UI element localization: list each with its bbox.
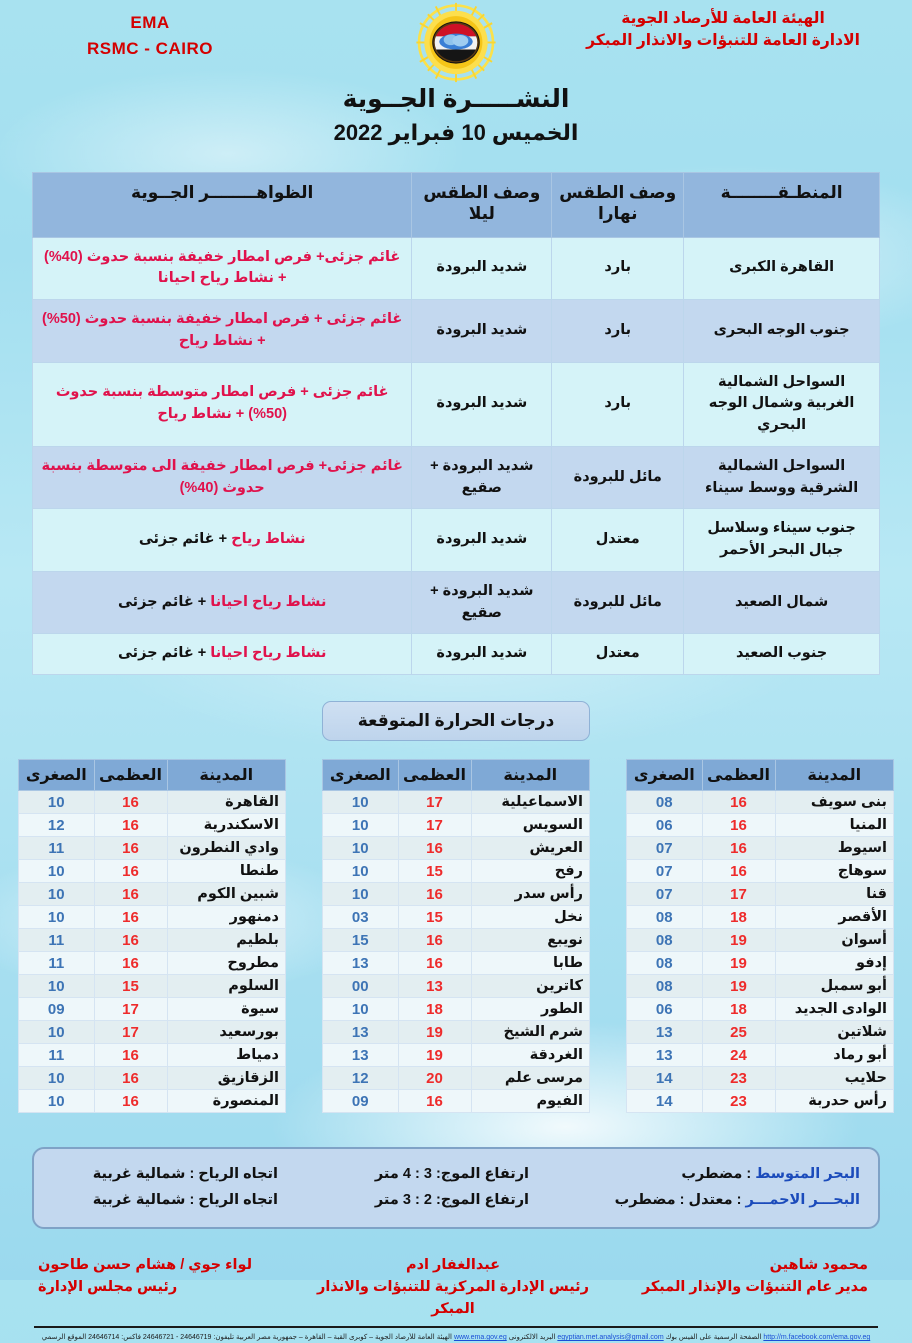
phenomena-highlight: غائم جزئى + فرص امطار متوسطة بنسبة حدوث (50%) + نشاط رياح (55, 384, 389, 423)
cell-city: أبو رماد (775, 1044, 893, 1067)
cell-city: شلاتين (775, 1021, 893, 1044)
cell-min-temp: 10 (19, 860, 95, 883)
expected-temperatures-title: درجات الحرارة المتوقعة (322, 701, 590, 741)
temperature-row (19, 883, 286, 906)
cell-min-temp: 10 (19, 883, 95, 906)
cell-max-temp: 16 (702, 837, 775, 860)
cell-min-temp: 06 (627, 998, 703, 1021)
cell-night-description: شديد البرودة + صقيع (412, 446, 552, 509)
cell-min-temp: 07 (627, 860, 703, 883)
cell-min-temp: 13 (627, 1044, 703, 1067)
column-header-phenomena: الظواهــــــــر الجــوية (33, 173, 412, 238)
temperature-row (323, 1067, 590, 1090)
temperature-row (627, 1090, 894, 1113)
temperature-row (19, 837, 286, 860)
signature-title: رئيس مجلس الإدارة (37, 1278, 178, 1295)
cell-day-description: بارد (552, 237, 684, 300)
cell-region: القاهرة الكبرى (684, 237, 880, 300)
cell-max-temp: 15 (94, 975, 167, 998)
bulletin-title-text: النشـــــرة الجــوية (342, 85, 570, 113)
cell-city: المنيا (775, 814, 893, 837)
signature-title: رئيس الإدارة المركزية للتنبؤات والانذار المبكر (317, 1278, 589, 1317)
temperature-row (627, 1021, 894, 1044)
cell-night-description: شديد البرودة (412, 509, 552, 572)
cell-min-temp: 09 (19, 998, 95, 1021)
signature-block (315, 1255, 592, 1320)
phone-number: تليفون: 24646719 - 24646721 (142, 1334, 235, 1342)
cell-city: بورسعيد (167, 1021, 285, 1044)
cell-day-description: معتدل (552, 634, 684, 675)
cell-min-temp: 11 (19, 952, 95, 975)
cell-region: جنوب الوجه البحرى (684, 300, 880, 363)
cell-night-description: شديد البرودة + صقيع (412, 571, 552, 634)
cell-max-temp: 16 (398, 1090, 471, 1113)
cell-region: جنوب الصعيد (684, 634, 880, 675)
bulletin-header (0, 0, 912, 172)
temperature-row (19, 906, 286, 929)
cell-day-description: معتدل (552, 509, 684, 572)
cell-city: نويبع (471, 929, 589, 952)
organization-name (548, 8, 898, 52)
column-header-min: الصغرى (323, 760, 399, 791)
cell-min-temp: 14 (627, 1067, 703, 1090)
cell-max-temp: 16 (398, 883, 471, 906)
footer-contact-info (34, 1333, 878, 1342)
wind-direction (52, 1166, 319, 1182)
cell-min-temp: 10 (19, 1090, 95, 1113)
temperature-row (19, 929, 286, 952)
sea-condition-row (52, 1187, 860, 1213)
cell-min-temp: 10 (19, 791, 95, 814)
cell-city: السلوم (167, 975, 285, 998)
temperature-row (627, 860, 894, 883)
facebook-label: الصفحة الرسمية على الفيس بوك (665, 1334, 762, 1342)
wind-direction-label: اتجاه الرياح : (189, 1192, 278, 1208)
cell-day-description: مائل للبرودة (552, 571, 684, 634)
temperature-row (323, 929, 590, 952)
temperature-row (323, 837, 590, 860)
temperature-row (323, 952, 590, 975)
cell-city: دمنهور (167, 906, 285, 929)
cell-phenomena (33, 300, 412, 363)
wave-height-unit: متر (374, 1192, 399, 1208)
org-line-2: الادارة العامة للتنبؤات والانذار المبكر (586, 32, 860, 49)
ema-rsmc-label (0, 10, 300, 61)
site-label: الموقع الرسمي (41, 1334, 87, 1342)
cell-min-temp: 11 (19, 1044, 95, 1067)
cell-day-description: بارد (552, 362, 684, 446)
website-link[interactable]: www.ema.gov.eg (453, 1334, 507, 1342)
cell-city: الفيوم (471, 1090, 589, 1113)
temperature-row (627, 998, 894, 1021)
cell-phenomena (33, 509, 412, 572)
cell-min-temp: 03 (323, 906, 399, 929)
temperature-row (627, 952, 894, 975)
cell-min-temp: 10 (19, 906, 95, 929)
cell-max-temp: 23 (702, 1067, 775, 1090)
sea-name: البحر المتوسط (755, 1166, 860, 1182)
temperature-header-row (323, 760, 590, 791)
temperature-row (323, 975, 590, 998)
wind-direction-value: شمالية غربية (92, 1192, 186, 1208)
cell-phenomena (33, 634, 412, 675)
wave-height-value: 3 : 4 (402, 1166, 432, 1182)
temperature-row (627, 883, 894, 906)
signature-block (34, 1255, 315, 1320)
signature-title: مدير عام التنبؤات والإنذار المبكر (641, 1278, 868, 1295)
temperature-header-row (627, 760, 894, 791)
cell-min-temp: 12 (19, 814, 95, 837)
cell-min-temp: 13 (323, 1021, 399, 1044)
cell-city: دمياط (167, 1044, 285, 1067)
cell-day-description: بارد (552, 300, 684, 363)
cell-phenomena (33, 362, 412, 446)
temperature-table-upper-egypt (626, 759, 894, 1113)
cell-max-temp: 18 (398, 998, 471, 1021)
phenomena-text: + غائم جزئى (117, 593, 207, 610)
cell-min-temp: 08 (627, 929, 703, 952)
cell-max-temp: 16 (94, 860, 167, 883)
cell-max-temp: 16 (94, 906, 167, 929)
temperature-row (627, 814, 894, 837)
cell-city: وادي النطرون (167, 837, 285, 860)
phenomena-text: + غائم جزئى (117, 645, 207, 662)
cell-min-temp: 12 (323, 1067, 399, 1090)
cell-city: الاسكندرية (167, 814, 285, 837)
cell-max-temp: 16 (702, 814, 775, 837)
cell-city: كاترين (471, 975, 589, 998)
phenomena-highlight: غائم جزئى+ فرص امطار خفيفة الى متوسطة بنسبة حدوث (40%) (41, 457, 403, 496)
cell-city: مطروح (167, 952, 285, 975)
column-header-night (412, 173, 552, 238)
cell-min-temp: 10 (323, 814, 399, 837)
cell-city: قنا (775, 883, 893, 906)
sea-name-and-state (585, 1192, 860, 1208)
sea-conditions-box (32, 1147, 880, 1229)
cell-max-temp: 23 (702, 1090, 775, 1113)
temperature-row (19, 791, 286, 814)
cell-min-temp: 10 (19, 975, 95, 998)
cell-min-temp: 09 (323, 1090, 399, 1113)
cell-city: أبو سمبل (775, 975, 893, 998)
sea-state: مضطرب (681, 1166, 743, 1182)
cell-min-temp: 10 (323, 791, 399, 814)
temperature-row (19, 998, 286, 1021)
cell-min-temp: 11 (19, 929, 95, 952)
column-header-night-l2: ليلا (468, 204, 495, 224)
cell-min-temp: 08 (627, 791, 703, 814)
sea-state: معتدل : مضطرب (614, 1192, 733, 1208)
cell-min-temp: 10 (323, 998, 399, 1021)
wind-direction-label: اتجاه الرياح : (189, 1166, 278, 1182)
email-label: البريد الالكترونى (508, 1334, 556, 1342)
wave-height (319, 1166, 586, 1182)
column-header-max: العظمى (398, 760, 471, 791)
cell-city: الاسماعيلية (471, 791, 589, 814)
cell-city: الأقصر (775, 906, 893, 929)
cell-city: شبين الكوم (167, 883, 285, 906)
cell-city: بنى سويف (775, 791, 893, 814)
cell-max-temp: 17 (702, 883, 775, 906)
cell-city: الغردقة (471, 1044, 589, 1067)
column-header-max: العظمى (702, 760, 775, 791)
cell-phenomena (33, 446, 412, 509)
temperature-row (323, 860, 590, 883)
cell-phenomena (33, 237, 412, 300)
column-header-min: الصغرى (627, 760, 703, 791)
cell-max-temp: 16 (702, 791, 775, 814)
signatures-row (34, 1255, 878, 1320)
temperature-row (323, 883, 590, 906)
cell-city: بلطيم (167, 929, 285, 952)
cell-city: حلايب (775, 1067, 893, 1090)
cell-min-temp: 08 (627, 906, 703, 929)
wave-height-label: ارتفاع الموج: (435, 1192, 530, 1208)
cell-city: الوادى الجديد (775, 998, 893, 1021)
email-link[interactable]: egyptian.met.analysis@gmail.com (557, 1334, 664, 1342)
cell-city: رفح (471, 860, 589, 883)
cell-max-temp: 19 (702, 952, 775, 975)
column-header-city: المدينة (775, 760, 893, 791)
signature-block (591, 1255, 878, 1320)
cell-min-temp: 14 (627, 1090, 703, 1113)
table-row (33, 634, 880, 675)
temperature-row (323, 906, 590, 929)
temperature-row (323, 814, 590, 837)
cell-region: السواحل الشمالية الشرقية ووسط سيناء (684, 446, 880, 509)
signature-name: لواء جوي / هشام حسن طاحون (37, 1257, 253, 1273)
phenomena-text: + غائم جزئى (138, 531, 228, 548)
cell-city: القاهرة (167, 791, 285, 814)
temperature-row (627, 929, 894, 952)
column-header-city: المدينة (471, 760, 589, 791)
cell-max-temp: 15 (398, 906, 471, 929)
cell-min-temp: 13 (323, 1044, 399, 1067)
cell-max-temp: 16 (398, 837, 471, 860)
cell-city: الطور (471, 998, 589, 1021)
cell-min-temp: 06 (627, 814, 703, 837)
cell-max-temp: 15 (398, 860, 471, 883)
table-row (33, 571, 880, 634)
weather-table-body (33, 237, 880, 675)
cell-min-temp: 07 (627, 883, 703, 906)
cell-max-temp: 16 (94, 1044, 167, 1067)
column-header-day-l1: وصف الطقس (559, 183, 677, 202)
cell-min-temp: 13 (627, 1021, 703, 1044)
cell-max-temp: 17 (398, 791, 471, 814)
column-header-region: المنطـقــــــــة (684, 173, 880, 238)
column-header-day-l2: نهارا (597, 204, 638, 224)
weather-conditions-table (32, 172, 880, 675)
cell-phenomena (33, 571, 412, 634)
cell-city: أسوان (775, 929, 893, 952)
cell-min-temp: 08 (627, 952, 703, 975)
temperature-row (19, 814, 286, 837)
temperature-row (627, 791, 894, 814)
wind-direction-value: شمالية غربية (92, 1166, 186, 1182)
phenomena-highlight: نشاط رياح (231, 531, 306, 548)
temperature-row (627, 1044, 894, 1067)
cell-region: جنوب سيناء وسلاسل جبال البحر الأحمر (684, 509, 880, 572)
cell-city: طنطا (167, 860, 285, 883)
cell-max-temp: 16 (94, 814, 167, 837)
cell-max-temp: 16 (94, 791, 167, 814)
table-row (33, 237, 880, 300)
cell-max-temp: 17 (94, 1021, 167, 1044)
org-line-1: الهيئة العامة للأرصاد الجوية (621, 10, 825, 27)
column-header-max: العظمى (94, 760, 167, 791)
cell-min-temp: 10 (323, 860, 399, 883)
cell-max-temp: 13 (398, 975, 471, 998)
cell-city: اسيوط (775, 837, 893, 860)
cell-city: السويس (471, 814, 589, 837)
temperature-row (627, 906, 894, 929)
temperature-row (323, 791, 590, 814)
cell-city: شرم الشيخ (471, 1021, 589, 1044)
cell-min-temp: 10 (323, 883, 399, 906)
cell-city: العريش (471, 837, 589, 860)
cell-min-temp: 10 (323, 837, 399, 860)
cell-min-temp: 08 (627, 975, 703, 998)
cell-city: نخل (471, 906, 589, 929)
cell-max-temp: 18 (702, 998, 775, 1021)
cell-city: إدفو (775, 952, 893, 975)
cell-min-temp: 10 (19, 1021, 95, 1044)
ema-acronym: EMA (130, 13, 170, 32)
cell-day-description: مائل للبرودة (552, 446, 684, 509)
phenomena-highlight: نشاط رياح احيانا (210, 593, 327, 610)
cell-min-temp: 10 (19, 1067, 95, 1090)
cell-min-temp: 11 (19, 837, 95, 860)
phenomena-highlight: نشاط رياح احيانا (210, 645, 327, 662)
cell-min-temp: 15 (323, 929, 399, 952)
column-header-min: الصغرى (19, 760, 95, 791)
fax-number: فاكس: 24646714 (88, 1334, 141, 1342)
temperature-row (19, 1067, 286, 1090)
temperature-table-delta-coast (18, 759, 286, 1113)
phenomena-highlight: غائم جزئى+ فرص امطار خفيفة بنسبة حدوث (40%) + نشاط رياح احيانا (44, 248, 401, 287)
cell-night-description: شديد البرودة (412, 634, 552, 675)
cell-region: السواحل الشمالية الغربية وشمال الوجه البحري (684, 362, 880, 446)
cell-city: الزقازيق (167, 1067, 285, 1090)
ema-logo-icon (410, 2, 502, 90)
cell-max-temp: 25 (702, 1021, 775, 1044)
cell-night-description: شديد البرودة (412, 362, 552, 446)
sea-condition-row (52, 1161, 860, 1187)
temperature-row (323, 998, 590, 1021)
column-header-city: المدينة (167, 760, 285, 791)
cell-max-temp: 19 (702, 975, 775, 998)
temperature-row (323, 1090, 590, 1113)
table-row (33, 362, 880, 446)
temperature-row (627, 1067, 894, 1090)
footer-divider (34, 1326, 878, 1328)
signature-name: محمود شاهين (769, 1257, 868, 1273)
cell-city: سوهاج (775, 860, 893, 883)
cell-min-temp: 13 (323, 952, 399, 975)
cell-max-temp: 19 (398, 1021, 471, 1044)
wave-height-value: 2 : 3 (402, 1192, 432, 1208)
cell-max-temp: 18 (702, 906, 775, 929)
wave-height (319, 1192, 586, 1208)
cell-max-temp: 16 (94, 1067, 167, 1090)
signature-name: عبدالغفار ادم (405, 1257, 501, 1273)
cell-max-temp: 20 (398, 1067, 471, 1090)
temperature-row (627, 975, 894, 998)
temperature-row (19, 1044, 286, 1067)
column-header-night-l1: وصف الطقس (423, 183, 541, 202)
wind-direction (52, 1192, 319, 1208)
bulletin-date: الخميس 10 فبراير 2022 (333, 120, 579, 145)
sea-name: البحـــر الاحمـــر (745, 1192, 860, 1208)
cell-max-temp: 16 (94, 883, 167, 906)
table-row (33, 509, 880, 572)
cell-max-temp: 16 (94, 837, 167, 860)
cell-max-temp: 19 (702, 929, 775, 952)
temperature-row (19, 975, 286, 998)
table-row (33, 446, 880, 509)
sea-state-separator: : (746, 1166, 752, 1182)
cell-max-temp: 16 (94, 952, 167, 975)
cell-city: مرسى علم (471, 1067, 589, 1090)
cell-region: شمال الصعيد (684, 571, 880, 634)
cell-max-temp: 19 (398, 1044, 471, 1067)
table-row (33, 300, 880, 363)
temperature-row (19, 860, 286, 883)
sea-name-and-state (585, 1166, 860, 1182)
temperature-row (627, 837, 894, 860)
temperature-row (323, 1044, 590, 1067)
cell-city: رأس حدربة (775, 1090, 893, 1113)
cell-max-temp: 16 (398, 929, 471, 952)
cell-city: رأس سدر (471, 883, 589, 906)
temperature-row (323, 1021, 590, 1044)
cell-max-temp: 17 (94, 998, 167, 1021)
wave-height-unit: متر (374, 1166, 399, 1182)
cell-max-temp: 16 (398, 952, 471, 975)
cell-night-description: شديد البرودة (412, 237, 552, 300)
temperature-tables-group (0, 759, 912, 1113)
cell-max-temp: 16 (702, 860, 775, 883)
page-title (0, 84, 912, 146)
sea-state-separator: : (736, 1192, 742, 1208)
facebook-link[interactable]: http://m.facebook.com/ema.gov.eg (763, 1334, 871, 1342)
temperature-table-canal-sinai (322, 759, 590, 1113)
postal-address: الهيئة العامة للأرصاد الجوية – كوبرى القبة – القاهرة – جمهورية مصر العربية (235, 1334, 452, 1342)
wave-height-label: ارتفاع الموج: (435, 1166, 530, 1182)
cell-night-description: شديد البرودة (412, 300, 552, 363)
phenomena-highlight: غائم جزئى + فرص امطار خفيفة بنسبة حدوث (50%) + نشاط رياح (42, 311, 403, 349)
cell-city: سيوة (167, 998, 285, 1021)
cell-min-temp: 07 (627, 837, 703, 860)
temperature-row (19, 1021, 286, 1044)
cell-max-temp: 16 (94, 1090, 167, 1113)
cell-max-temp: 24 (702, 1044, 775, 1067)
cell-max-temp: 16 (94, 929, 167, 952)
cell-max-temp: 17 (398, 814, 471, 837)
temperature-row (19, 952, 286, 975)
cell-city: المنصورة (167, 1090, 285, 1113)
temperature-header-row (19, 760, 286, 791)
rsmc-cairo: RSMC - CAIRO (87, 38, 213, 58)
column-header-day (552, 173, 684, 238)
cell-min-temp: 00 (323, 975, 399, 998)
table-header-row (33, 173, 880, 238)
cell-city: طابا (471, 952, 589, 975)
temperature-row (19, 1090, 286, 1113)
